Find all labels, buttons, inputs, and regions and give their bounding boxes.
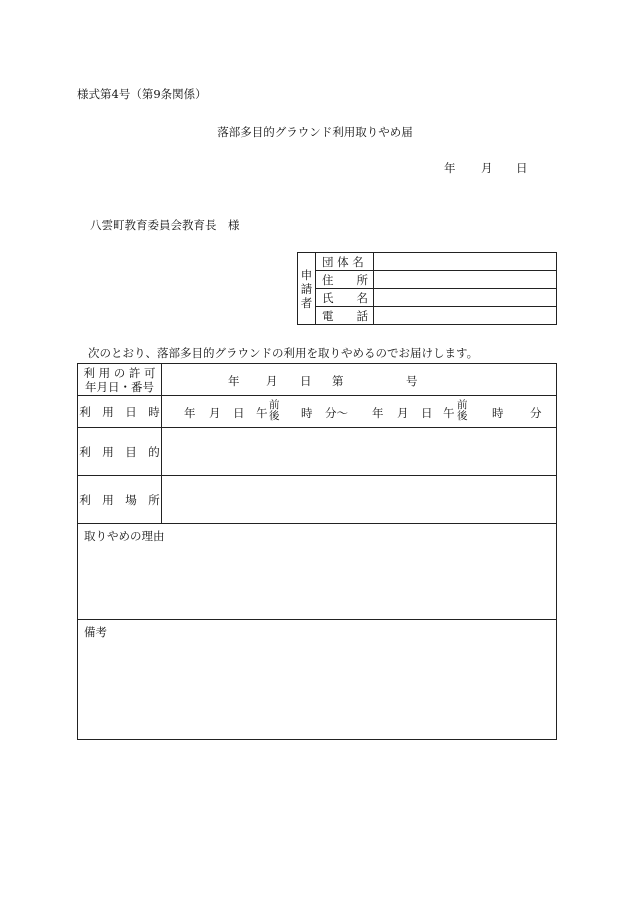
reason-field[interactable] xyxy=(78,524,557,620)
addressee: 八雲町教育委員会教育長 様 xyxy=(90,218,240,232)
side-char-3: 者 xyxy=(300,295,313,310)
dt-end-year: 年 xyxy=(372,405,384,420)
datetime-label: 利 用 日 時 xyxy=(78,396,162,428)
dt-start-hour: 時 xyxy=(301,405,313,420)
permit-year: 年 xyxy=(228,373,240,388)
phone-field[interactable] xyxy=(374,307,557,325)
intro-text: 次のとおり、落部多目的グラウンドの利用を取りやめるのでお届けします。 xyxy=(88,346,479,360)
dt-start-year: 年 xyxy=(184,405,196,420)
dt-start-zen: 前 xyxy=(269,398,280,411)
purpose-field[interactable] xyxy=(162,428,557,476)
permit-label xyxy=(78,364,162,396)
main-table xyxy=(77,363,557,740)
dt-end-hour: 時 xyxy=(492,405,504,420)
org-name-field[interactable] xyxy=(374,253,557,271)
phone-label: 電 話 xyxy=(316,307,374,325)
dt-end-minute: 分 xyxy=(530,405,542,420)
permit-dai: 第 xyxy=(332,373,344,388)
reason-label: 取りやめの理由 xyxy=(84,529,165,543)
applicant-table xyxy=(297,252,557,325)
dt-end-day: 日 xyxy=(421,405,433,420)
form-number: 様式第4号（第9条関係） xyxy=(77,87,207,101)
place-field[interactable] xyxy=(162,476,557,524)
dt-end-go: 午 xyxy=(443,405,455,420)
dt-end-month: 月 xyxy=(397,405,409,420)
dt-end-ampm xyxy=(457,400,468,422)
dt-start-go: 午 xyxy=(256,405,268,420)
address-label: 住 所 xyxy=(316,271,374,289)
date-year: 年 xyxy=(444,161,456,175)
form-title xyxy=(0,124,630,140)
name-label: 氏 名 xyxy=(316,289,374,307)
name-field[interactable] xyxy=(374,289,557,307)
date-day: 日 xyxy=(516,161,528,175)
permit-label-line1: 利 用 の 許 可 xyxy=(83,365,156,380)
dt-start-ampm xyxy=(269,400,280,422)
dt-start-day: 日 xyxy=(233,405,245,420)
dt-start-minute: 分～ xyxy=(325,405,348,420)
dt-start-month: 月 xyxy=(209,405,221,420)
remarks-label: 備考 xyxy=(84,625,107,639)
permit-field[interactable] xyxy=(162,364,557,396)
datetime-field[interactable] xyxy=(162,396,557,428)
purpose-label: 利 用 目 的 xyxy=(78,428,162,476)
place-label: 利 用 場 所 xyxy=(78,476,162,524)
dt-end-ato: 後 xyxy=(457,409,468,422)
side-char-2: 請 xyxy=(300,281,313,296)
title-text: 落部多目的グラウンド利用取りやめ届 xyxy=(217,125,413,139)
permit-label-line2: 年月日・番号 xyxy=(85,379,154,394)
address-field[interactable] xyxy=(374,271,557,289)
permit-month: 月 xyxy=(266,373,278,388)
side-char-1: 申 xyxy=(300,267,313,282)
remarks-field[interactable] xyxy=(78,620,557,740)
applicant-side-label xyxy=(298,253,316,325)
org-name-label: 団 体 名 xyxy=(316,253,374,271)
dt-end-zen: 前 xyxy=(457,398,468,411)
permit-day: 日 xyxy=(300,373,312,388)
date-month: 月 xyxy=(481,161,493,175)
dt-start-ato: 後 xyxy=(269,409,280,422)
permit-gou: 号 xyxy=(406,373,418,388)
date-line xyxy=(444,160,456,176)
